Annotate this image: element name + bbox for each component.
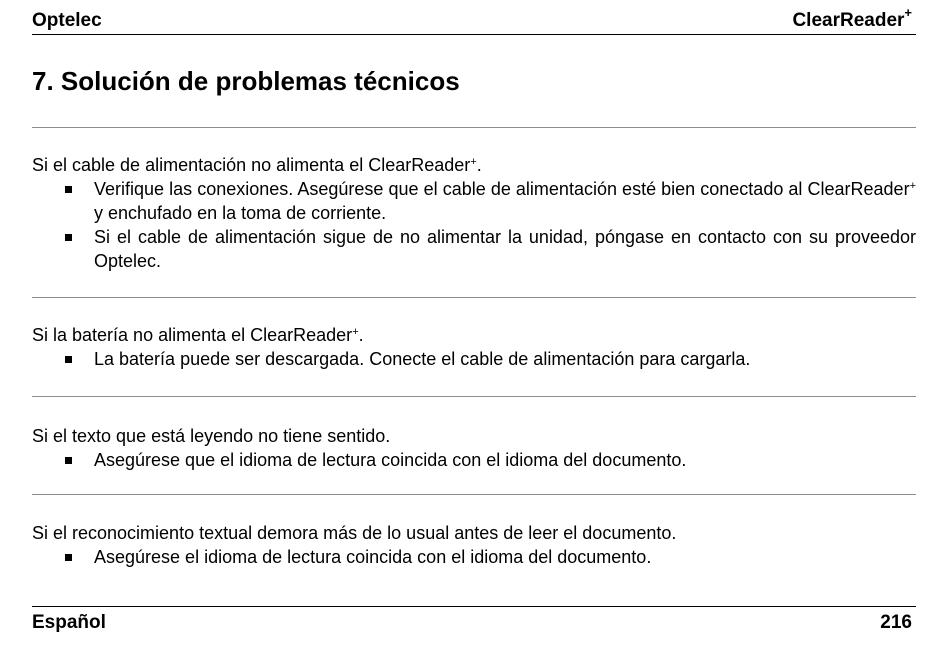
troubleshoot-section-battery xyxy=(32,323,916,371)
problem-statement: Si el reconocimiento textual demora más de lo usual antes de leer el documento. xyxy=(32,523,677,543)
section-divider xyxy=(32,297,916,298)
bullet-square-icon xyxy=(65,356,72,363)
solution-item: La batería puede ser descargada. Conecte el cable de alimentación para cargarla. xyxy=(32,347,916,371)
bullet-square-icon xyxy=(65,554,72,561)
bullet-square-icon xyxy=(65,186,72,193)
header-product xyxy=(792,5,912,32)
solution-item: Asegúrese el idioma de lectura coincida con el idioma del documento. xyxy=(32,545,916,569)
section-divider xyxy=(32,127,916,128)
header-product-sup: + xyxy=(904,5,912,20)
section-divider xyxy=(32,494,916,495)
section-divider xyxy=(32,396,916,397)
solution-item: Asegúrese que el idioma de lectura coincida con el idioma del documento. xyxy=(32,448,916,472)
header-brand: Optelec xyxy=(32,10,102,31)
troubleshoot-section-text-meaning xyxy=(32,424,916,472)
page-footer xyxy=(32,606,916,633)
troubleshoot-section-power-cable xyxy=(32,153,916,273)
page-title: 7. Solución de problemas técnicos xyxy=(32,66,460,96)
problem-statement: Si la batería no alimenta el ClearReader+. xyxy=(32,325,364,345)
solution-item: Si el cable de alimentación sigue de no alimentar la unidad, póngase en contacto con su proveedor Optelec. xyxy=(32,225,916,273)
header-product-name: ClearReader xyxy=(792,10,905,31)
page-number: 216 xyxy=(880,612,912,633)
solution-item: Verifique las conexiones. Asegúrese que el cable de alimentación esté bien conectado al ClearReader+ y enchufado en la toma de corriente. xyxy=(32,177,916,225)
problem-statement: Si el texto que está leyendo no tiene sentido. xyxy=(32,426,391,446)
troubleshoot-section-recognition-delay xyxy=(32,521,916,569)
problem-statement: Si el cable de alimentación no alimenta el ClearReader+. xyxy=(32,155,482,175)
bullet-square-icon xyxy=(65,234,72,241)
footer-language: Español xyxy=(32,612,106,633)
bullet-square-icon xyxy=(65,457,72,464)
page-header xyxy=(32,5,916,35)
manual-page xyxy=(32,0,916,646)
